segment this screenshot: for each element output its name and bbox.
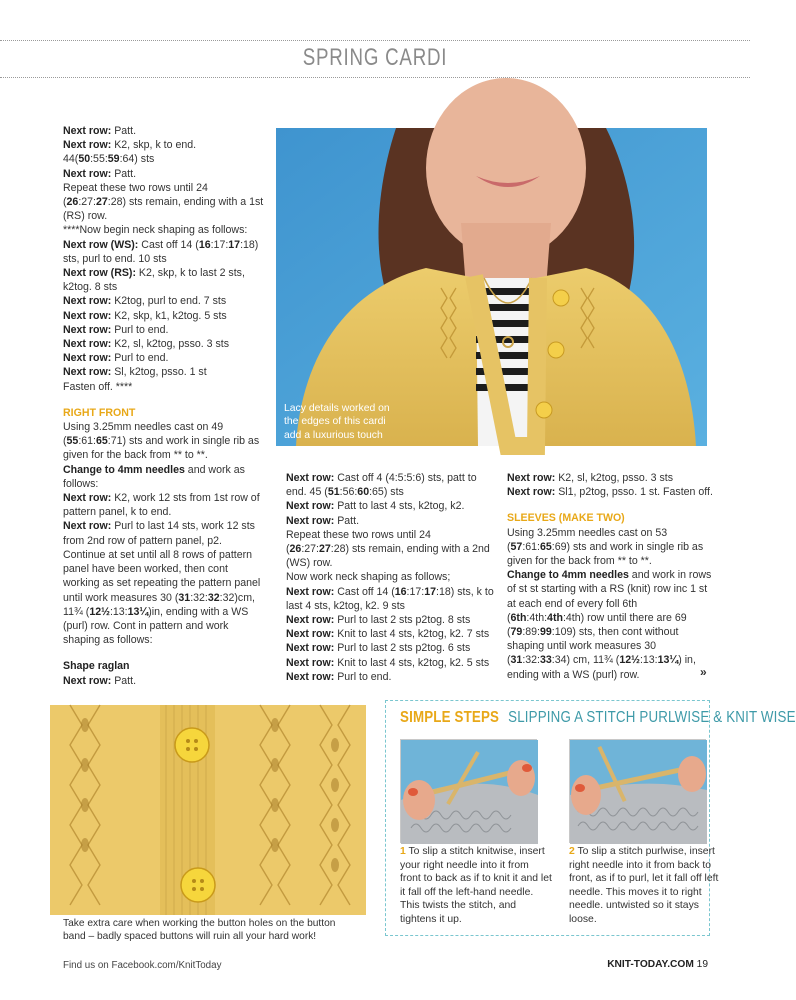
pattern-line: Fasten off. **** [63, 380, 133, 393]
pattern-line: Next row: Patt. [63, 167, 137, 180]
pattern-line: (RS) row. [63, 210, 108, 223]
pattern-column-1 [63, 124, 273, 688]
step2-description: To slip a stitch purlwise, insert right needle into it from back to front, as if to purl, let it fall off left needle. This moves it to right needle. untwisted so it stays loose. [569, 846, 719, 925]
pattern-line: (6th:4th:4th:4th) row until there are 69 [507, 611, 687, 624]
step2-image [569, 739, 706, 843]
pattern-line: Repeat these two rows until 24 [63, 181, 208, 194]
footer-site-name: KNIT-TODAY.COM [607, 959, 694, 970]
pattern-line: Continue at set until all 8 rows of pattern [63, 548, 253, 561]
pattern-line: Using 3.25mm needles cast on 49 [63, 421, 224, 434]
pattern-line: Change to 4mm needles and work as [63, 463, 245, 476]
spacer [507, 499, 717, 511]
pattern-line: Next row: K2, skp, k1, k2tog. 5 sts [63, 309, 227, 322]
continue-arrow: » [700, 665, 707, 679]
step2-text [569, 845, 721, 927]
pattern-line: Next row: K2, work 12 sts from 1st row of [63, 492, 260, 505]
pattern-line: pattern panel, k to end. [63, 506, 172, 519]
section-heading: SLEEVES (MAKE TWO) [507, 512, 625, 525]
pattern-line: until work measures 30 (31:32:32:32)cm, [63, 591, 255, 604]
pattern-line: given for the back from ** to **. [507, 555, 652, 568]
step1-number: 1 [400, 846, 406, 857]
pattern-line: from 2nd row of pattern panel, p2. [63, 534, 222, 547]
pattern-line: (79:89:99:109) sts, then cont without [507, 626, 679, 639]
pattern-line: Now work neck shaping as follows; [286, 571, 451, 584]
pattern-line: Next row: K2, sl, k2tog, psso. 3 sts [63, 338, 230, 351]
hero-caption-line: add a luxurious touch [284, 429, 383, 441]
pattern-line: Next row (WS): Cast off 14 (16:17:17:18) [63, 238, 259, 251]
pattern-line: Next row: Purl to last 2 sts p2tog. 8 sts [286, 614, 471, 627]
simple-steps-title [400, 709, 796, 727]
pattern-line: Next row: Patt to last 4 sts, k2tog, k2. [286, 500, 465, 513]
pattern-line: shaping until work measures 30 [507, 640, 656, 653]
footer-facebook: Find us on Facebook.com/KnitToday [63, 960, 222, 971]
pattern-line: Next row: Purl to last 14 sts, work 12 sts [63, 520, 255, 533]
pattern-line: follows: [63, 477, 99, 490]
hero-photo [276, 128, 707, 446]
header-rule-bottom [0, 77, 750, 78]
cardigan-model-image [276, 128, 707, 446]
footer-site [607, 959, 708, 970]
pattern-line: Next row: Sl1, p2tog, psso. 1 st. Fasten off. [507, 486, 713, 499]
pattern-line: shaping as follows: [63, 634, 153, 647]
pattern-line: Repeat these two rows until 24 [286, 528, 431, 541]
pattern-line: Next row: Purl to end. [63, 323, 169, 336]
simple-steps-label: SIMPLE STEPS [400, 709, 500, 726]
spacer [63, 647, 273, 659]
pattern-line: (WS) row. [286, 557, 333, 570]
pattern-line: Next row (RS): K2, skp, k to last 2 sts, [63, 267, 245, 280]
pattern-line: ending with a WS (purl) row. [507, 668, 640, 681]
pattern-line: (57:61:65:69) sts and work in single rib as [507, 540, 704, 553]
step1-image [400, 739, 537, 843]
hero-caption-line: Lacy details worked on [284, 403, 390, 414]
pattern-line: Change to 4mm needles and work in rows [507, 569, 712, 582]
detail-photo [50, 705, 366, 915]
header-rule-top [0, 40, 750, 41]
step1-description: To slip a stitch knitwise, insert your right needle into it from front to back as if to knit it and let it fall off the left-hand needle. This twists the stitch, and tightens it up. [400, 846, 552, 925]
pattern-line: Next row: Patt. [63, 674, 137, 687]
pattern-line: Next row: Patt. [63, 125, 137, 137]
page-title: SPRING CARDI [302, 44, 448, 71]
pattern-line: k2tog. 8 sts [63, 281, 118, 294]
simple-steps-box [385, 700, 796, 936]
pattern-column-2 [286, 471, 496, 684]
purlwise-photo [570, 740, 707, 844]
pattern-line: last 4 sts, k2tog, k2. 9 sts [286, 599, 405, 612]
pattern-line: Next row: Knit to last 4 sts, k2tog, k2. 7 sts [286, 628, 490, 641]
lace-detail-image [50, 705, 366, 915]
pattern-line: Next row: Purl to end. [63, 352, 169, 365]
hero-caption [284, 402, 414, 442]
pattern-line: Using 3.25mm needles cast on 53 [507, 526, 668, 539]
pattern-line: Next row: K2, skp, k to end. [63, 139, 197, 152]
pattern-line: at each end of every foll 6th [507, 597, 638, 610]
pattern-line: panel have been worked, then cont [63, 563, 228, 576]
pattern-line: Next row: Sl, k2tog, psso. 1 st [63, 366, 207, 379]
pattern-line: Next row: Purl to last 2 sts p2tog. 6 sts [286, 642, 471, 655]
pattern-line: (55:61:65:71) sts and work in single rib as [63, 435, 260, 448]
pattern-line: (31:32:33:34) cm, 11¾ (12½:13:13¼) in, [507, 654, 696, 667]
pattern-line: working as set repeating the pattern panel [63, 577, 261, 590]
pattern-line: sts, purl to end. 10 sts [63, 252, 167, 265]
pattern-line: given for the back from ** to **. [63, 449, 208, 462]
pattern-line: (26:27:27:28) sts remain, ending with a 1st [63, 196, 264, 209]
pattern-line: Next row: Patt. [286, 514, 360, 527]
pattern-line: Shape raglan [63, 660, 130, 673]
pattern-line: Next row: Cast off 14 (16:17:17:18) sts, k to [286, 585, 494, 598]
pattern-column-3 [507, 471, 717, 682]
pattern-line: Next row: Cast off 4 (4:5:5:6) sts, patt to [286, 472, 477, 484]
hero-caption-line: the edges of this cardi [284, 416, 386, 428]
pattern-line: end. 45 (51:56:60:65) sts [286, 486, 404, 499]
section-heading: RIGHT FRONT [63, 406, 136, 419]
pattern-line: of st st starting with a RS (knit) row inc 1 st [507, 583, 708, 596]
pattern-line: Next row: Purl to end. [286, 670, 392, 683]
knitwise-photo [401, 740, 538, 844]
page-number: 19 [696, 959, 708, 970]
pattern-line: (26:27:27:28) sts remain, ending with a 2nd [286, 543, 490, 556]
pattern-line: 44(50:55:59:64) sts [63, 153, 155, 166]
detail-caption: Take extra care when working the button holes on the button band – badly spaced buttons will ruin all your hard work! [63, 918, 336, 942]
step1-text [400, 845, 552, 927]
pattern-line: Next row: K2, sl, k2tog, psso. 3 sts [507, 472, 674, 484]
pattern-line: 11¾ (12½:13:13¼)in, ending with a WS [63, 605, 249, 618]
pattern-line: ****Now begin neck shaping as follows: [63, 224, 248, 237]
simple-steps-subtitle: SLIPPING A STITCH PURLWISE & KNIT WISE [508, 709, 796, 726]
spacer [63, 394, 273, 406]
step2-number: 2 [569, 846, 575, 857]
pattern-line: Next row: K2tog, purl to end. 7 sts [63, 295, 227, 308]
pattern-line: Next row: Knit to last 4 sts, k2tog, k2. 5 sts [286, 656, 490, 669]
pattern-line: (purl) row. Cont in pattern and work [63, 619, 229, 632]
